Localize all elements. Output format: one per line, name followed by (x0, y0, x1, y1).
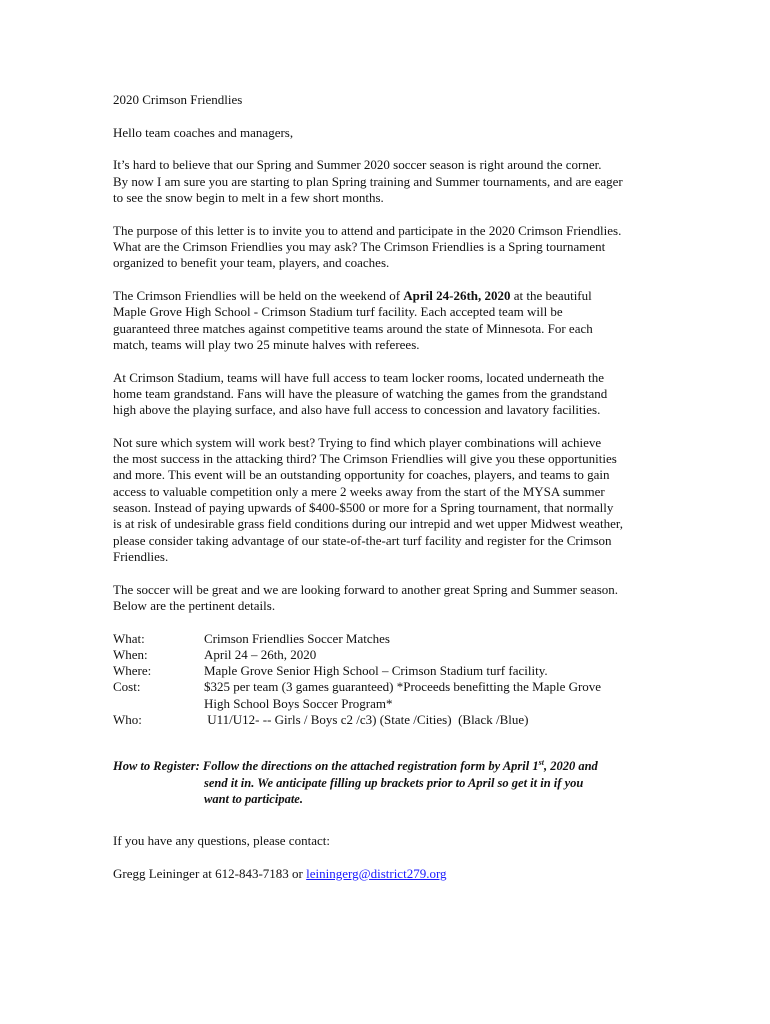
text-fragment: , 2020 and (543, 759, 598, 774)
text-line: The soccer will be great and we are looking forward to another great Spring and Summer season. (113, 581, 619, 597)
contact-line (113, 866, 673, 882)
text-line: and more. This event will be an outstanding opportunity for coaches, players, and teams to gain (113, 467, 610, 483)
text-line: The purpose of this letter is to invite you to attend and participate in the 2020 Crimson Friendlies. (113, 222, 622, 238)
text-line: $325 per team (3 games guaranteed) *Proceeds benefitting the Maple Grove (204, 679, 602, 695)
letter-body (113, 92, 673, 882)
details-row-when (113, 647, 601, 663)
ordinal-suffix: st (538, 758, 544, 768)
details-value: Crimson Friendlies Soccer Matches (204, 630, 390, 646)
text-line: organized to benefit your team, players, and coaches. (113, 255, 390, 271)
text-line: season. Instead of paying upwards of $400-$500 or more for a Spring tournament, that normally (113, 499, 614, 515)
text-line (113, 288, 673, 304)
text-line: match, teams will play two 25 minute halves with referees. (113, 336, 420, 352)
event-dates-bold: April 24-26th, 2020 (403, 287, 511, 303)
text-fragment: The Crimson Friendlies will be held on the weekend of (113, 287, 404, 303)
text-line: to see the snow begin to melt in a few short months. (113, 189, 384, 205)
details-label: Cost: (113, 679, 141, 695)
details-value: Maple Grove Senior High School – Crimson Stadium turf facility. (204, 663, 548, 679)
paragraph-dates (113, 288, 673, 353)
details-value (204, 679, 601, 712)
contact-question: If you have any questions, please contact: (113, 832, 330, 848)
greeting: Hello team coaches and managers, (113, 124, 294, 140)
paragraph-purpose (113, 223, 673, 272)
details-label: When: (113, 646, 148, 662)
text-line: access to valuable competition only a mere 2 weeks away from the start of the MYSA summer (113, 483, 605, 499)
registration-instructions (113, 755, 673, 808)
text-line: home team grandstand. Fans will have the pleasure of watching the games from the grandstand (113, 385, 608, 401)
text-line: guaranteed three matches against competitive teams around the state of Minnesota. For each (113, 320, 593, 336)
details-value: U11/U12- -- Girls / Boys c2 /c3) (State /Cities) (Black /Blue) (204, 712, 529, 728)
details-row-what (113, 631, 601, 647)
text-line: want to participate. (204, 792, 303, 807)
details-row-who (113, 712, 601, 728)
text-line: is at risk of undesirable grass field conditions during our intrepid and wet upper Midwest weather, (113, 516, 623, 532)
details-label: Who: (113, 712, 142, 728)
text-line: please consider taking advantage of our state-of-the-art turf facility and register for the Crimson (113, 532, 612, 548)
text-line: send it in. We anticipate filling up brackets prior to April so get it in if you (204, 775, 584, 790)
text-line: What are the Crimson Friendlies you may ask? The Crimson Friendlies is a Spring tournament (113, 238, 606, 254)
text-line: Not sure which system will work best? Trying to find which player combinations will achieve (113, 434, 602, 450)
details-row-where (113, 663, 601, 679)
details-label: Where: (113, 663, 152, 679)
paragraph-opportunity (113, 435, 673, 565)
text-line: High School Boys Soccer Program* (204, 695, 393, 711)
contact-text: Gregg Leininger at 612-843-7183 or (113, 865, 307, 881)
text-line: Friendlies. (113, 548, 169, 564)
text-line: high above the playing surface, and also have full access to concession and lavatory facilities. (113, 402, 601, 418)
event-details-table (113, 631, 601, 729)
text-line: By now I am sure you are starting to plan Spring training and Summer tournaments, and are eager (113, 173, 623, 189)
email-link[interactable]: leiningerg@district279.org (306, 865, 447, 881)
text-line (113, 755, 673, 775)
text-fragment: How to Register: Follow the directions on the attached registration form by April 1 (113, 759, 539, 774)
paragraph-closing (113, 582, 673, 615)
text-line: Maple Grove High School - Crimson Stadium turf facility. Each accepted team will be (113, 304, 563, 320)
text-fragment: at the beautiful (510, 287, 592, 303)
details-row-cost (113, 679, 601, 712)
details-value: April 24 – 26th, 2020 (204, 646, 317, 662)
details-label: What: (113, 630, 145, 646)
letter-title: 2020 Crimson Friendlies (113, 92, 243, 107)
text-line: At Crimson Stadium, teams will have full access to team locker rooms, located underneath the (113, 369, 604, 385)
paragraph-stadium (113, 370, 673, 419)
text-line: the most success in the attacking third? The Crimson Friendlies will give you these opportunities (113, 451, 617, 467)
text-line: Below are the pertinent details. (113, 597, 276, 613)
paragraph-intro (113, 157, 673, 206)
text-line: It’s hard to believe that our Spring and Summer 2020 soccer season is right around the corner. (113, 157, 602, 173)
